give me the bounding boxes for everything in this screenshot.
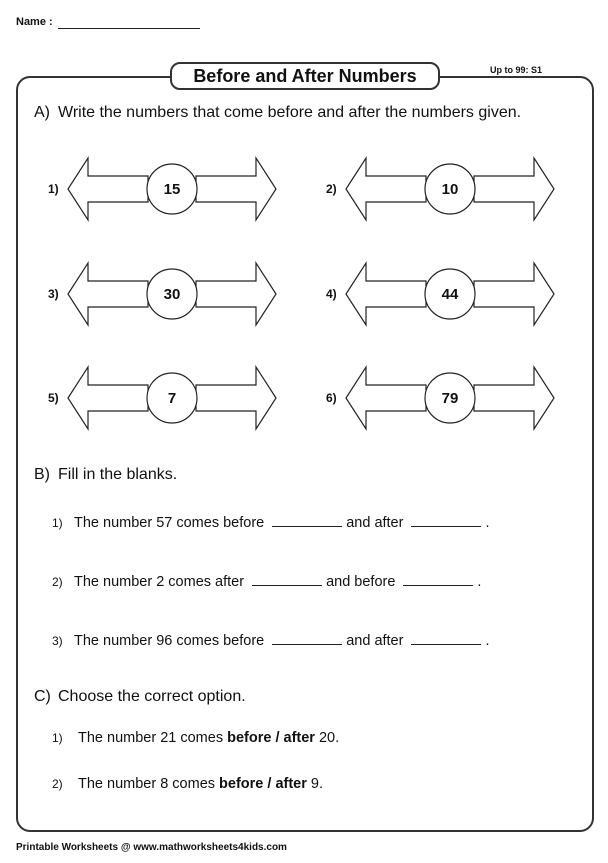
arrow-item-index: 2) (326, 182, 337, 196)
section-b-letter: B) (34, 466, 50, 483)
option-item-index: 2) (52, 777, 63, 791)
worksheet-title-text: Before and After Numbers (193, 65, 417, 86)
after-answer-arrow[interactable] (196, 263, 276, 325)
option-suffix: 20. (318, 730, 340, 746)
option-prefix: The number 21 comes (78, 730, 224, 746)
fill-item-text-1: The number 96 comes before (74, 633, 265, 649)
section-c-letter: C) (34, 688, 51, 705)
given-number: 30 (163, 286, 181, 303)
fill-item-text-2: and after (346, 633, 404, 649)
arrow-item-index: 4) (326, 287, 337, 301)
fill-item-1 (52, 514, 490, 531)
option-item-index: 1) (52, 731, 63, 745)
answer-blank[interactable] (272, 514, 342, 527)
section-a-heading (34, 104, 521, 122)
option-prefix: The number 8 comes (78, 776, 216, 792)
given-number: 79 (441, 390, 459, 407)
arrow-item-index: 3) (48, 287, 59, 301)
level-label: Up to 99: S1 (490, 65, 543, 75)
fill-item-text-2: and before (326, 574, 396, 590)
section-b-instruction: Fill in the blanks. (58, 466, 178, 483)
before-after-arrow (66, 260, 278, 328)
after-answer-arrow[interactable] (474, 263, 554, 325)
section-c-instruction: Choose the correct option. (58, 688, 246, 705)
before-answer-arrow[interactable] (68, 158, 148, 220)
after-answer-arrow[interactable] (196, 158, 276, 220)
given-number: 15 (163, 181, 181, 198)
name-field[interactable] (58, 28, 200, 29)
option-choices[interactable]: before / after (219, 776, 307, 792)
fill-item-index: 2) (52, 575, 63, 589)
fill-item-text-1: The number 57 comes before (74, 515, 265, 531)
fill-item-end: . (485, 633, 490, 649)
fill-item-index: 1) (52, 516, 63, 530)
before-answer-arrow[interactable] (346, 158, 426, 220)
section-c-heading (34, 688, 246, 706)
fill-item-2 (52, 573, 481, 590)
arrow-item-index: 6) (326, 391, 337, 405)
option-item-1 (52, 730, 339, 746)
before-answer-arrow[interactable] (346, 367, 426, 429)
section-a-instruction: Write the numbers that come before and after the numbers given. (58, 104, 522, 121)
given-number: 7 (167, 390, 177, 407)
answer-blank[interactable] (272, 632, 342, 645)
after-answer-arrow[interactable] (474, 158, 554, 220)
fill-item-end: . (477, 574, 482, 590)
after-answer-arrow[interactable] (474, 367, 554, 429)
answer-blank[interactable] (411, 514, 481, 527)
fill-item-text-2: and after (346, 515, 404, 531)
section-b-heading (34, 466, 177, 484)
option-choices[interactable]: before / after (227, 730, 315, 746)
before-after-arrow (344, 155, 556, 223)
before-after-arrow (66, 364, 278, 432)
before-after-arrow (66, 155, 278, 223)
answer-blank[interactable] (252, 573, 322, 586)
after-answer-arrow[interactable] (196, 367, 276, 429)
footer-text: Printable Worksheets @ www.mathworksheets4kids.com (16, 842, 287, 853)
arrow-item-index: 5) (48, 391, 59, 405)
fill-item-end: . (485, 515, 490, 531)
before-after-arrow (344, 364, 556, 432)
fill-item-index: 3) (52, 634, 63, 648)
answer-blank[interactable] (403, 573, 473, 586)
before-answer-arrow[interactable] (346, 263, 426, 325)
given-number: 44 (441, 286, 459, 303)
name-label: Name : (16, 16, 53, 28)
worksheet-title (170, 62, 440, 90)
option-suffix: 9. (310, 776, 324, 792)
option-item-2 (52, 776, 323, 792)
fill-item-3 (52, 632, 490, 649)
before-after-arrow (344, 260, 556, 328)
arrow-item-index: 1) (48, 182, 59, 196)
before-answer-arrow[interactable] (68, 367, 148, 429)
fill-item-text-1: The number 2 comes after (74, 574, 245, 590)
section-a-letter: A) (34, 104, 50, 121)
given-number: 10 (441, 181, 459, 198)
answer-blank[interactable] (411, 632, 481, 645)
before-answer-arrow[interactable] (68, 263, 148, 325)
